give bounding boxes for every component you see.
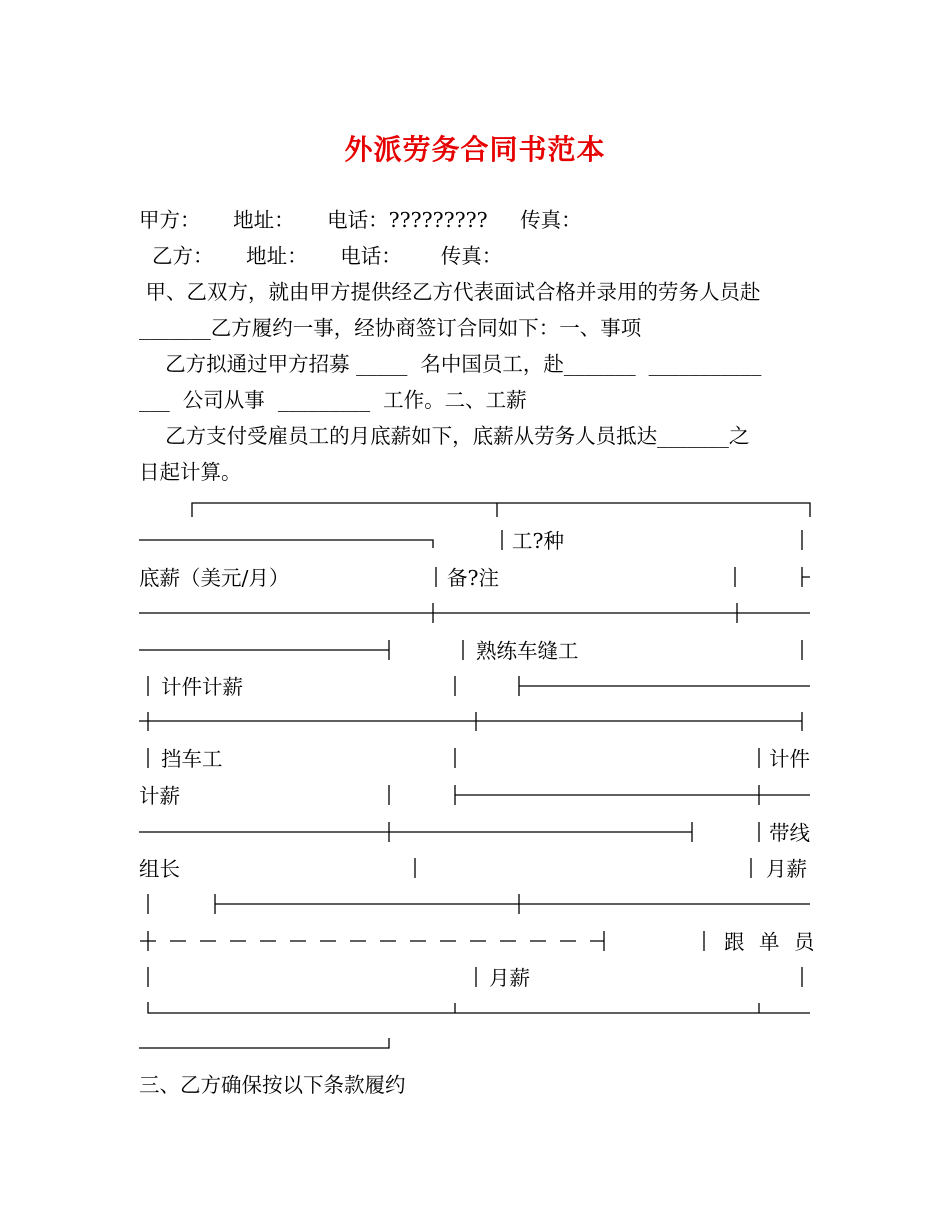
intro-line-2: _______乙方履约一事，经协商签订合同如下：一、事项: [139, 316, 642, 340]
party-b-line: 乙方： 地址： 电话： 传真：: [139, 244, 503, 268]
recruit-line: 乙方拟通过甲方招募 _____ 名中国员工，赴_______ ___________: [139, 352, 762, 376]
header-remarks: 备?注: [447, 566, 499, 590]
party-a-line: 甲方： 地址： 电话：????????? 传真：: [139, 208, 582, 232]
row2-salary-part2: 计薪: [139, 784, 180, 808]
row4-salary: 月薪: [489, 966, 530, 990]
row3-salary: 月薪: [766, 857, 807, 881]
intro-line: 甲、乙双方，就由甲方提供经乙方代表面试合格并录用的劳务人员赴: [139, 280, 761, 304]
document-title: 外派劳务合同书范本: [344, 133, 606, 166]
salary-line-2: 日起计算。: [139, 460, 242, 484]
row1-salary: 计件计薪: [161, 675, 243, 699]
row3-job-type-part2: 组长: [139, 857, 180, 881]
salary-line: 乙方支付受雇员工的月底薪如下，底薪从劳务人员抵达_______之: [139, 424, 750, 448]
row3-job-type-part1: 带线: [769, 821, 810, 845]
section-3-heading: 三、乙方确保按以下条款履约: [139, 1073, 406, 1097]
header-job-type: 工?种: [512, 529, 564, 553]
recruit-line-2: ___ 公司从事 _________ 工作。二、工薪: [139, 388, 527, 412]
header-base-salary: 底薪（美元/月）: [139, 566, 290, 590]
row2-job-type: 挡车工: [161, 747, 223, 771]
row2-salary-part1: 计件: [769, 747, 810, 771]
row1-job-type: 熟练车缝工: [476, 639, 579, 663]
row4-job-type: 跟 单 员: [724, 930, 819, 954]
